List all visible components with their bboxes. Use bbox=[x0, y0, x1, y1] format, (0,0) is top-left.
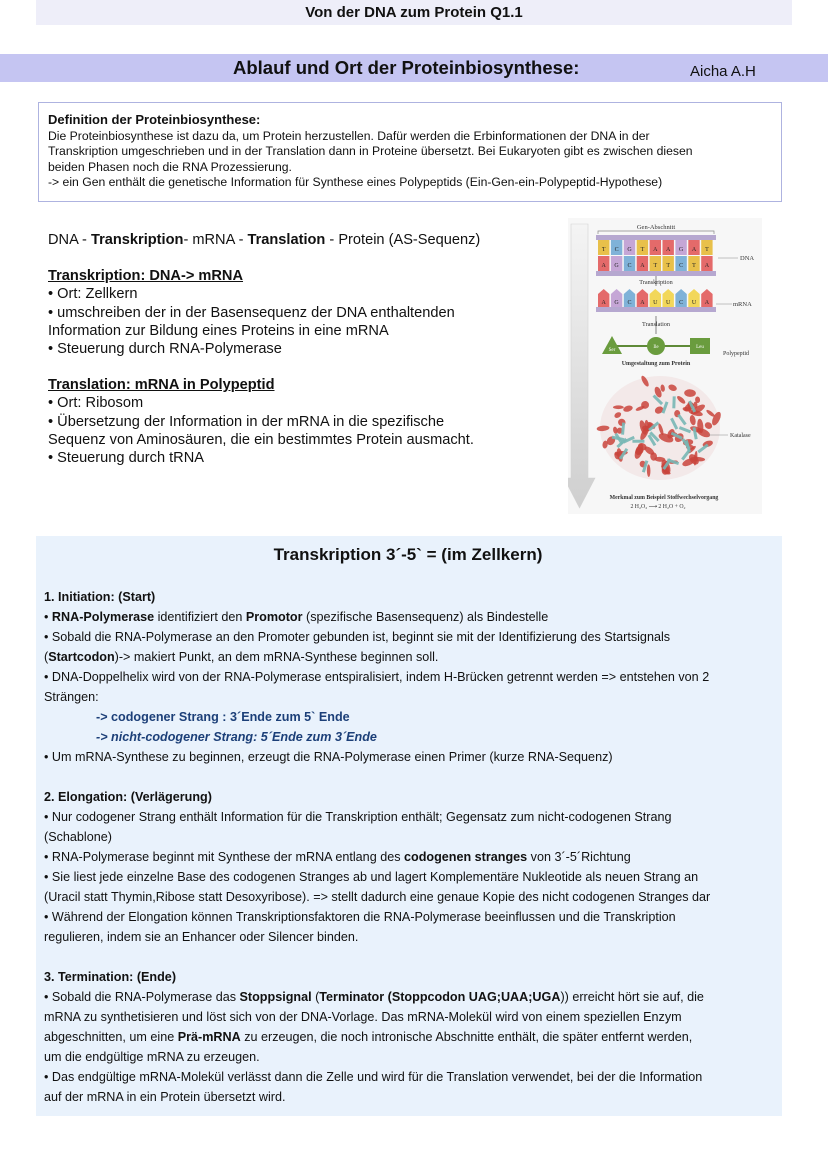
dna-base-letter: T bbox=[601, 247, 606, 253]
figure-translation-label: Translation bbox=[642, 321, 670, 328]
bullet bbox=[44, 987, 772, 1007]
bullet-continuation: Sequenz von Aminosäuren, die ein bestimmtes Protein ausmacht. bbox=[48, 431, 474, 448]
bold-term: Startcodon bbox=[48, 650, 115, 664]
mrna-base-letter: U bbox=[691, 300, 697, 306]
mrna-base-letter: A bbox=[704, 300, 710, 306]
definition-line: beiden Phasen noch die RNA Prozessierung. bbox=[48, 159, 292, 174]
text: • bbox=[44, 610, 52, 624]
overview-section bbox=[48, 231, 568, 467]
bold-term: RNA-Polymerase bbox=[51, 610, 155, 624]
text: von 3´-5´Richtung bbox=[527, 850, 631, 864]
dna-backbone-bottom bbox=[596, 271, 716, 276]
dna-base-letter: G bbox=[614, 263, 619, 269]
bullet: • Übersetzung der Information in der mRNA in die spezifische bbox=[48, 413, 445, 430]
document-title: Von der DNA zum Protein Q1.1 bbox=[36, 0, 792, 25]
bullet: • DNA-Doppelhelix wird von der RNA-Polymerase entspiralisiert, indem H-Brücken getrennt werden => entstehen von 2 bbox=[44, 670, 710, 684]
text: • Sobald die RNA-Polymerase das bbox=[44, 990, 240, 1004]
figure-umgestaltung-label: Umgestaltung zum Protein bbox=[621, 361, 691, 367]
dna-base-letter: A bbox=[601, 263, 606, 269]
transkription-detail-panel bbox=[36, 536, 782, 1116]
aa-label-ile: Ile bbox=[653, 345, 659, 350]
main-title: Ablauf und Ort der Proteinbiosynthese: bbox=[233, 57, 580, 78]
overview-mrna: - mRNA - bbox=[183, 232, 248, 248]
dna-base-letter: T bbox=[692, 263, 696, 269]
bold-term: Prä-mRNA bbox=[177, 1030, 241, 1044]
protein-helix bbox=[613, 405, 624, 409]
dna-base-letter: G bbox=[627, 247, 632, 253]
overview-translation: Translation bbox=[247, 232, 326, 248]
bullet: • Sobald die RNA-Polymerase an den Promoter gebunden ist, beginnt sie mit der Identifizierung des Startsignals bbox=[44, 630, 671, 644]
mrna-base-letter: A bbox=[640, 300, 645, 306]
bullet-continuation: (Schablone) bbox=[44, 830, 112, 844]
mrna-base-letter: A bbox=[601, 300, 606, 306]
definition-heading: Definition der Proteinbiosynthese: bbox=[48, 112, 261, 127]
nicht-codogener-strang-line: -> nicht-codogener Strang: 5´Ende zum 3´Ende bbox=[96, 730, 377, 744]
bullet-continuation bbox=[44, 1027, 772, 1047]
dna-base-letter: C bbox=[614, 247, 619, 253]
dna-base-letter: A bbox=[666, 247, 671, 253]
bold-term: Stoppsignal bbox=[239, 990, 312, 1004]
figure-dna-label: DNA bbox=[740, 255, 755, 262]
definition-line: Transkription umgeschrieben und in der Translation dann in Proteine übersetzt. Bei Eukaryoten gibt es zwischen diesen bbox=[48, 144, 693, 158]
transkription-detail-title: Transkription 3´-5` = (im Zellkern) bbox=[273, 545, 543, 564]
dna-base-letter: T bbox=[653, 263, 658, 269]
elongation-heading: 2. Elongation: (Verlägerung) bbox=[44, 790, 212, 804]
text: zu erzeugen, die noch intronische Abschnitte enthält, die später entfernt werden, bbox=[240, 1030, 693, 1044]
figure-reaction: 2 H₂O₂ ⟶ 2 H₂O + O₂ bbox=[630, 504, 686, 510]
figure-gen-label: Gen-Abschnitt bbox=[636, 224, 676, 231]
bullet: • Steuerung durch tRNA bbox=[48, 450, 204, 467]
text: )) erreicht hört sie auf, die bbox=[560, 990, 704, 1004]
bullet: • Das endgültige mRNA-Molekül verlässt dann die Zelle und wird für die Translation verwendet, bei der die Information bbox=[44, 1070, 703, 1084]
text: (spezifische Basensequenz) als Bindestelle bbox=[302, 610, 549, 624]
definition-line: Die Proteinbiosynthese ist dazu da, um Protein herzustellen. Dafür werden die Erbinformationen der DNA in der bbox=[48, 128, 650, 143]
definition-line: -> ein Gen enthält die genetische Information für Synthese eines Polypeptids (Ein-Gen-ein-Polypeptid-Hypothese) bbox=[48, 175, 663, 189]
section-banner bbox=[0, 54, 828, 82]
text: • RNA-Polymerase beginnt mit Synthese der mRNA entlang des bbox=[44, 850, 404, 864]
bullet: • Um mRNA-Synthese zu beginnen, erzeugt die RNA-Polymerase einen Primer (kurze RNA-Sequenz) bbox=[44, 750, 613, 764]
bullet-continuation: Information zur Bildung eines Proteins in eine mRNA bbox=[48, 322, 389, 339]
mrna-base-letter: U bbox=[666, 300, 671, 306]
mrna-base-letter: C bbox=[679, 300, 684, 306]
aa-label-leu: Leu bbox=[696, 345, 704, 350]
protein-synthesis-figure bbox=[568, 218, 762, 514]
overview-dna: DNA - bbox=[48, 232, 91, 248]
bold-term: Terminator (Stoppcodon UAG;UAA;UGA bbox=[319, 990, 561, 1004]
bullet: • Während der Elongation können Transkriptionsfaktoren die RNA-Polymerase beeinflussen und die Transkription bbox=[44, 910, 676, 924]
mrna-base-letter: C bbox=[627, 300, 632, 306]
dna-base-letter: T bbox=[705, 247, 709, 253]
figure-mrna-label: mRNA bbox=[733, 301, 752, 308]
mrna-backbone bbox=[596, 307, 716, 312]
codogener-strang-line: -> codogener Strang : 3´Ende zum 5` Ende bbox=[96, 710, 350, 724]
bullet-continuation: regulieren, indem sie an Enhancer oder Silencer binden. bbox=[44, 930, 359, 944]
dna-base-letter: T bbox=[666, 263, 671, 269]
bullet-continuation: mRNA zu synthetisieren und löst sich von der DNA-Vorlage. Das mRNA-Molekül wird von einem speziellen Enzym bbox=[44, 1010, 682, 1024]
bullet-continuation: um die endgültige mRNA zu erzeugen. bbox=[44, 1050, 260, 1064]
bullet: • Sie liest jede einzelne Base des codogenen Stranges ab und lagert Komplementäre Nukleotide als neuen Strang an bbox=[44, 870, 699, 884]
bullet bbox=[44, 607, 772, 627]
initiation-heading: 1. Initiation: (Start) bbox=[44, 590, 156, 604]
dna-base-letter: A bbox=[691, 247, 697, 253]
text: identifiziert den bbox=[154, 610, 246, 624]
bullet-continuation: auf der mRNA in ein Protein übersetzt wird. bbox=[44, 1090, 286, 1104]
dna-base-letter: T bbox=[640, 247, 645, 253]
bullet-continuation: (Uracil statt Thymin,Ribose statt Desoxyribose). => stellt dadurch eine genaue Kopie des nicht codogenen Stranges dar bbox=[44, 890, 711, 904]
text: abgeschnitten, um eine bbox=[44, 1030, 178, 1044]
figure-transkription-label: Transkription bbox=[639, 279, 673, 286]
bullet: • Nur codogener Strang enthält Information für die Transkription enthält; Gegensatz zum nicht-codogenen Strang bbox=[44, 810, 672, 824]
translation-heading: Translation: mRNA in Polypeptid bbox=[48, 377, 275, 394]
dna-base-letter: C bbox=[679, 263, 684, 269]
author-name: Aicha A.H bbox=[690, 63, 756, 80]
figure-katalase-label: Katalase bbox=[730, 433, 751, 439]
dna-base-letter: A bbox=[704, 263, 710, 269]
bullet-continuation: Strängen: bbox=[44, 690, 99, 704]
bullet: • umschreiben der in der Basensequenz der DNA enthaltenden bbox=[48, 304, 455, 321]
protein-sheet bbox=[672, 396, 675, 408]
aa-label-ser: Ser bbox=[608, 348, 616, 353]
overview-line bbox=[48, 231, 568, 249]
definition-box bbox=[38, 102, 782, 202]
overview-protein: - Protein (AS-Sequenz) bbox=[325, 232, 481, 248]
text: ( bbox=[311, 990, 320, 1004]
mrna-base-letter: U bbox=[653, 300, 658, 306]
protein-sheet bbox=[632, 440, 644, 443]
bullet: • Ort: Ribosom bbox=[48, 395, 144, 412]
dna-backbone-top bbox=[596, 235, 716, 240]
dna-base-letter: G bbox=[678, 247, 684, 253]
mrna-base-letter: G bbox=[614, 300, 619, 306]
figure-polypeptid-label: Polypeptid bbox=[723, 351, 750, 357]
text: ( bbox=[44, 650, 49, 664]
bold-term: codogenen stranges bbox=[404, 850, 528, 864]
dna-base-letter: C bbox=[627, 263, 632, 269]
dna-base-letter: A bbox=[653, 247, 658, 253]
figure-merkmal-label: Merkmal zum Beispiel Stoffwechselvorgang bbox=[609, 495, 719, 501]
termination-heading: 3. Termination: (Ende) bbox=[44, 970, 177, 984]
overview-transkription: Transkription bbox=[90, 232, 184, 248]
bullet-continuation bbox=[44, 647, 772, 667]
bullet: • Steuerung durch RNA-Polymerase bbox=[48, 341, 282, 358]
bullet bbox=[44, 847, 772, 867]
text: )-> makiert Punkt, an dem mRNA-Synthese beginnen soll. bbox=[114, 650, 439, 664]
bullet: • Ort: Zellkern bbox=[48, 286, 138, 303]
bold-term: Promotor bbox=[245, 610, 303, 624]
transkription-heading: Transkription: DNA-> mRNA bbox=[48, 268, 244, 285]
dna-base-letter: A bbox=[640, 263, 645, 269]
